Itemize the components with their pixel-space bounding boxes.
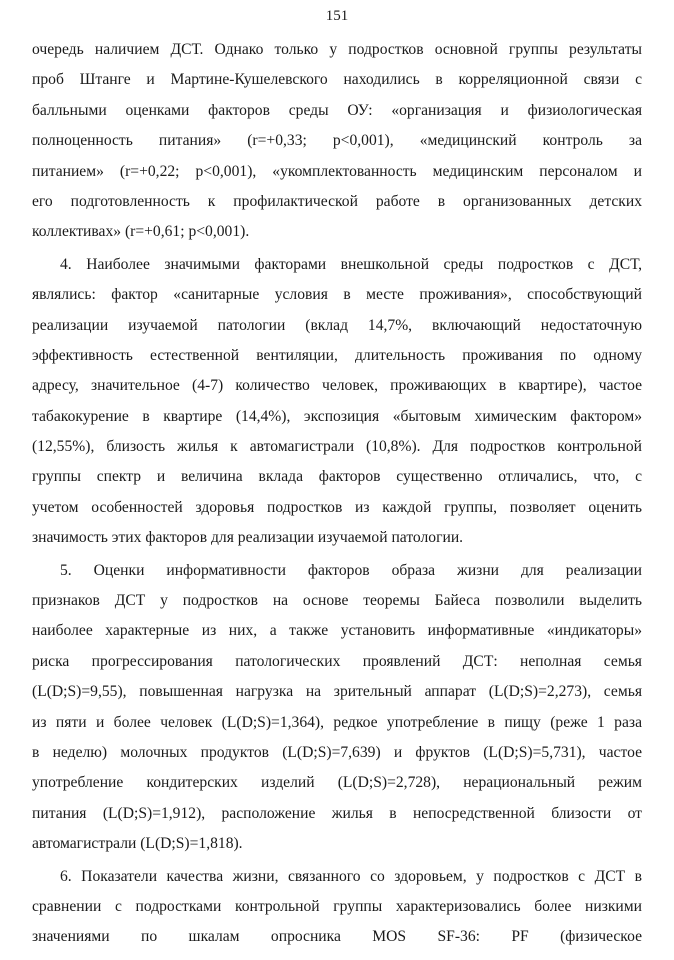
text-line: 5. Оценки информативности факторов образа жизни для реализации [60, 561, 642, 579]
text-line: 6. Показатели качества жизни, связанного со здоровьем, у подростков с ДСТ в [60, 867, 642, 885]
text-line: риска прогрессирования патологических проявлений ДСТ: неполная семья [32, 652, 642, 670]
paragraph-2 [32, 250, 642, 554]
text-line: коллективах» (r=+0,61; p<0,001). [32, 223, 250, 241]
body-text [32, 35, 642, 953]
text-line: значениями по шкалам опросника MOS SF-36: PF (физическое [32, 928, 642, 946]
text-line: балльными оценками факторов среды ОУ: «организация и физиологическая [32, 101, 642, 119]
text-line: питания (L(D;S)=1,912), расположение жилья в непосредственной близости от [32, 804, 642, 822]
page-number: 151 [325, 8, 349, 24]
text-line: (L(D;S)=9,55), повышенная нагрузка на зрительный аппарат (L(D;S)=2,273), семья [32, 683, 642, 701]
text-line: проб Штанге и Мартине-Кушелевского находились в корреляционной связи с [32, 71, 642, 89]
text-line: его подготовленность к профилактической работе в организованных детских [32, 192, 642, 210]
text-line: питанием» (r=+0,22; p<0,001), «укомплектованность медицинским персоналом и [32, 162, 642, 180]
text-line: являлись: фактор «санитарные условия в месте проживания», способствующий [32, 286, 642, 304]
text-line: признаков ДСТ у подростков на основе теоремы Байеса позволили выделить [32, 592, 642, 610]
text-line: учетом особенностей здоровья подростков из каждой группы, позволяет оценить [32, 498, 642, 516]
text-line: реализации изучаемой патологии (вклад 14,7%, включающий недостаточную [32, 316, 642, 334]
text-line: (12,55%), близость жилья к автомагистрали (10,8%). Для подростков контрольной [32, 438, 642, 456]
text-line: табакокурение в квартире (14,4%), экспозиция «бытовым химическим фактором» [32, 407, 642, 425]
text-line: в неделю) молочных продуктов (L(D;S)=7,639) и фруктов (L(D;S)=5,731), частое [32, 743, 642, 761]
text-line: автомагистрали (L(D;S)=1,818). [32, 835, 243, 853]
paragraph-4 [32, 862, 642, 953]
paragraph-3 [32, 556, 642, 860]
text-line: из пяти и более человек (L(D;S)=1,364), редкое употребление в пищу (реже 1 раза [32, 713, 642, 731]
text-line: полноценность питания» (r=+0,33; p<0,001), «медицинский контроль за [32, 132, 642, 150]
text-line: эффективность естественной вентиляции, длительность проживания по одному [32, 346, 642, 364]
text-line: употребление кондитерских изделий (L(D;S)=2,728), нерациональный режим [32, 774, 642, 792]
text-line: наиболее характерные из них, а также установить информативные «индикаторы» [32, 622, 642, 640]
text-line: группы спектр и величина вклада факторов существенно отличались, что, с [32, 468, 642, 486]
text-line: сравнении с подростками контрольной группы характеризовались более низкими [32, 897, 642, 915]
paragraph-1 [32, 35, 642, 248]
text-line: 4. Наиболее значимыми факторами внешкольной среды подростков с ДСТ, [60, 255, 642, 273]
text-line: адресу, значительное (4-7) количество человек, проживающих в квартире), частое [32, 377, 642, 395]
text-line: значимость этих факторов для реализации изучаемой патологии. [32, 529, 464, 547]
text-line: очередь наличием ДСТ. Однако только у подростков основной группы результаты [32, 41, 642, 58]
